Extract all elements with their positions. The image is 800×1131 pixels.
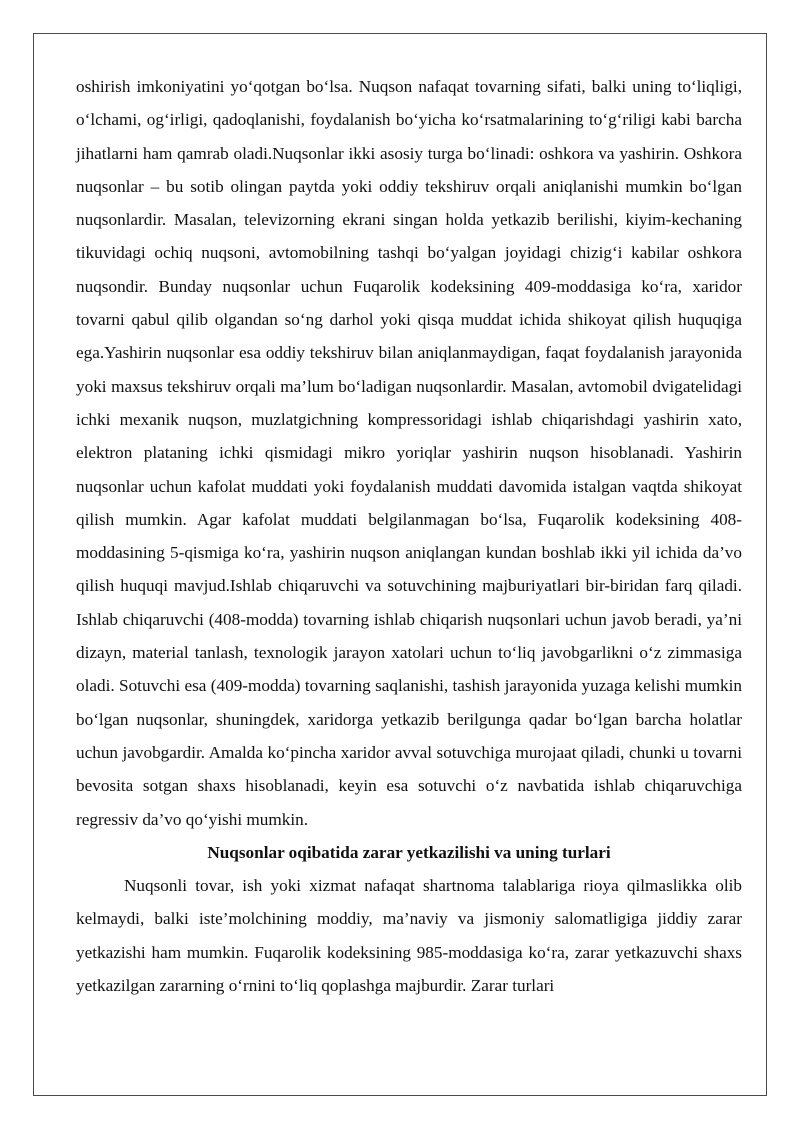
section-heading: Nuqsonlar oqibatida zarar yetkazilishi va uning turlari bbox=[207, 842, 611, 862]
page-body bbox=[76, 70, 742, 1002]
body-paragraph: Nuqsonli tovar, ish yoki xizmat nafaqat shartnoma talablariga rioya qilmaslikka olib kelmaydi, balki iste’molchining moddiy, ma’naviy va jismoniy salomatligiga jiddiy zarar yetkazishi ham mumkin. Fuqarolik kodeksining 985-moddasiga ko‘ra, zarar yetkazuvchi shaxs yetkazilgan zararning o‘rnini to‘liq qoplashga majburdir. Zarar turlari bbox=[76, 876, 742, 996]
body-paragraph-continued: oshirish imkoniyatini yo‘qotgan bo‘lsa. Nuqson nafaqat tovarning sifati, balki uning to‘liqligi, o‘lchami, og‘irligi, qadoqlanishi, foydalanish bo‘yicha ko‘rsatmalarining to‘g‘riligi kabi barcha jihatlarni ham qamrab oladi.Nuqsonlar ikki asosiy turga bo‘linadi: oshkora va yashirin. Oshkora nuqsonlar – bu sotib olingan paytda yoki oddiy tekshiruv orqali aniqlanishi mumkin bo‘lgan nuqsonlardir. Masalan, televizorning ekrani singan holda yetkazib berilishi, kiyim-kechaning tikuvidagi ochiq nuqsoni, avtomobilning tashqi bo‘yalgan joyidagi chizig‘i kabilar oshkora nuqsondir. Bunday nuqsonlar uchun Fuqarolik kodeksining 409-moddasiga ko‘ra, xaridor tovarni qabul qilib olgandan so‘ng darhol yoki qisqa muddat ichida shikoyat qilish huquqiga ega.Yashirin nuqsonlar esa oddiy tekshiruv bilan aniqlanmaydigan, faqat foydalanish jarayonida yoki maxsus tekshiruv orqali ma’lum bo‘ladigan nuqsonlardir. Masalan, avtomobil dvigatelidagi ichki mexanik nuqson, muzlatgichning kompressoridagi ishlab chiqarishdagi yashirin xato, elektron plataning ichki qismidagi mikro yoriqlar yashirin nuqson hisoblanadi. Yashirin nuqsonlar uchun kafolat muddati yoki foydalanish muddati davomida istalgan vaqtda shikoyat qilish mumkin. Agar kafolat muddati belgilanmagan bo‘lsa, Fuqarolik kodeksining 408-moddasining 5-qismiga ko‘ra, yashirin nuqson aniqlangan kundan boshlab ikki yil ichida da’vo qilish huquqi mavjud.Ishlab chiqaruvchi va sotuvchining majburiyatlari bir-biridan farq qiladi. Ishlab chiqaruvchi (408-modda) tovarning ishlab chiqarish nuqsonlari uchun javob beradi, ya’ni dizayn, material tanlash, texnologik jarayon xatolari uchun to‘liq javobgarlikni o‘z zimmasiga oladi. Sotuvchi esa (409-modda) tovarning saqlanishi, tashish jarayonida yuzaga kelishi mumkin bo‘lgan nuqsonlar, shuningdek, xaridorga yetkazib berilgunga qadar bo‘lgan barcha holatlar uchun javobgardir. Amalda ko‘pincha xaridor avval sotuvchiga murojaat qiladi, chunki u tovarni bevosita sotgan shaxs hisoblanadi, keyin esa sotuvchi o‘z navbatida ishlab chiqaruvchiga regressiv da’vo qo‘yishi mumkin. bbox=[76, 77, 742, 829]
